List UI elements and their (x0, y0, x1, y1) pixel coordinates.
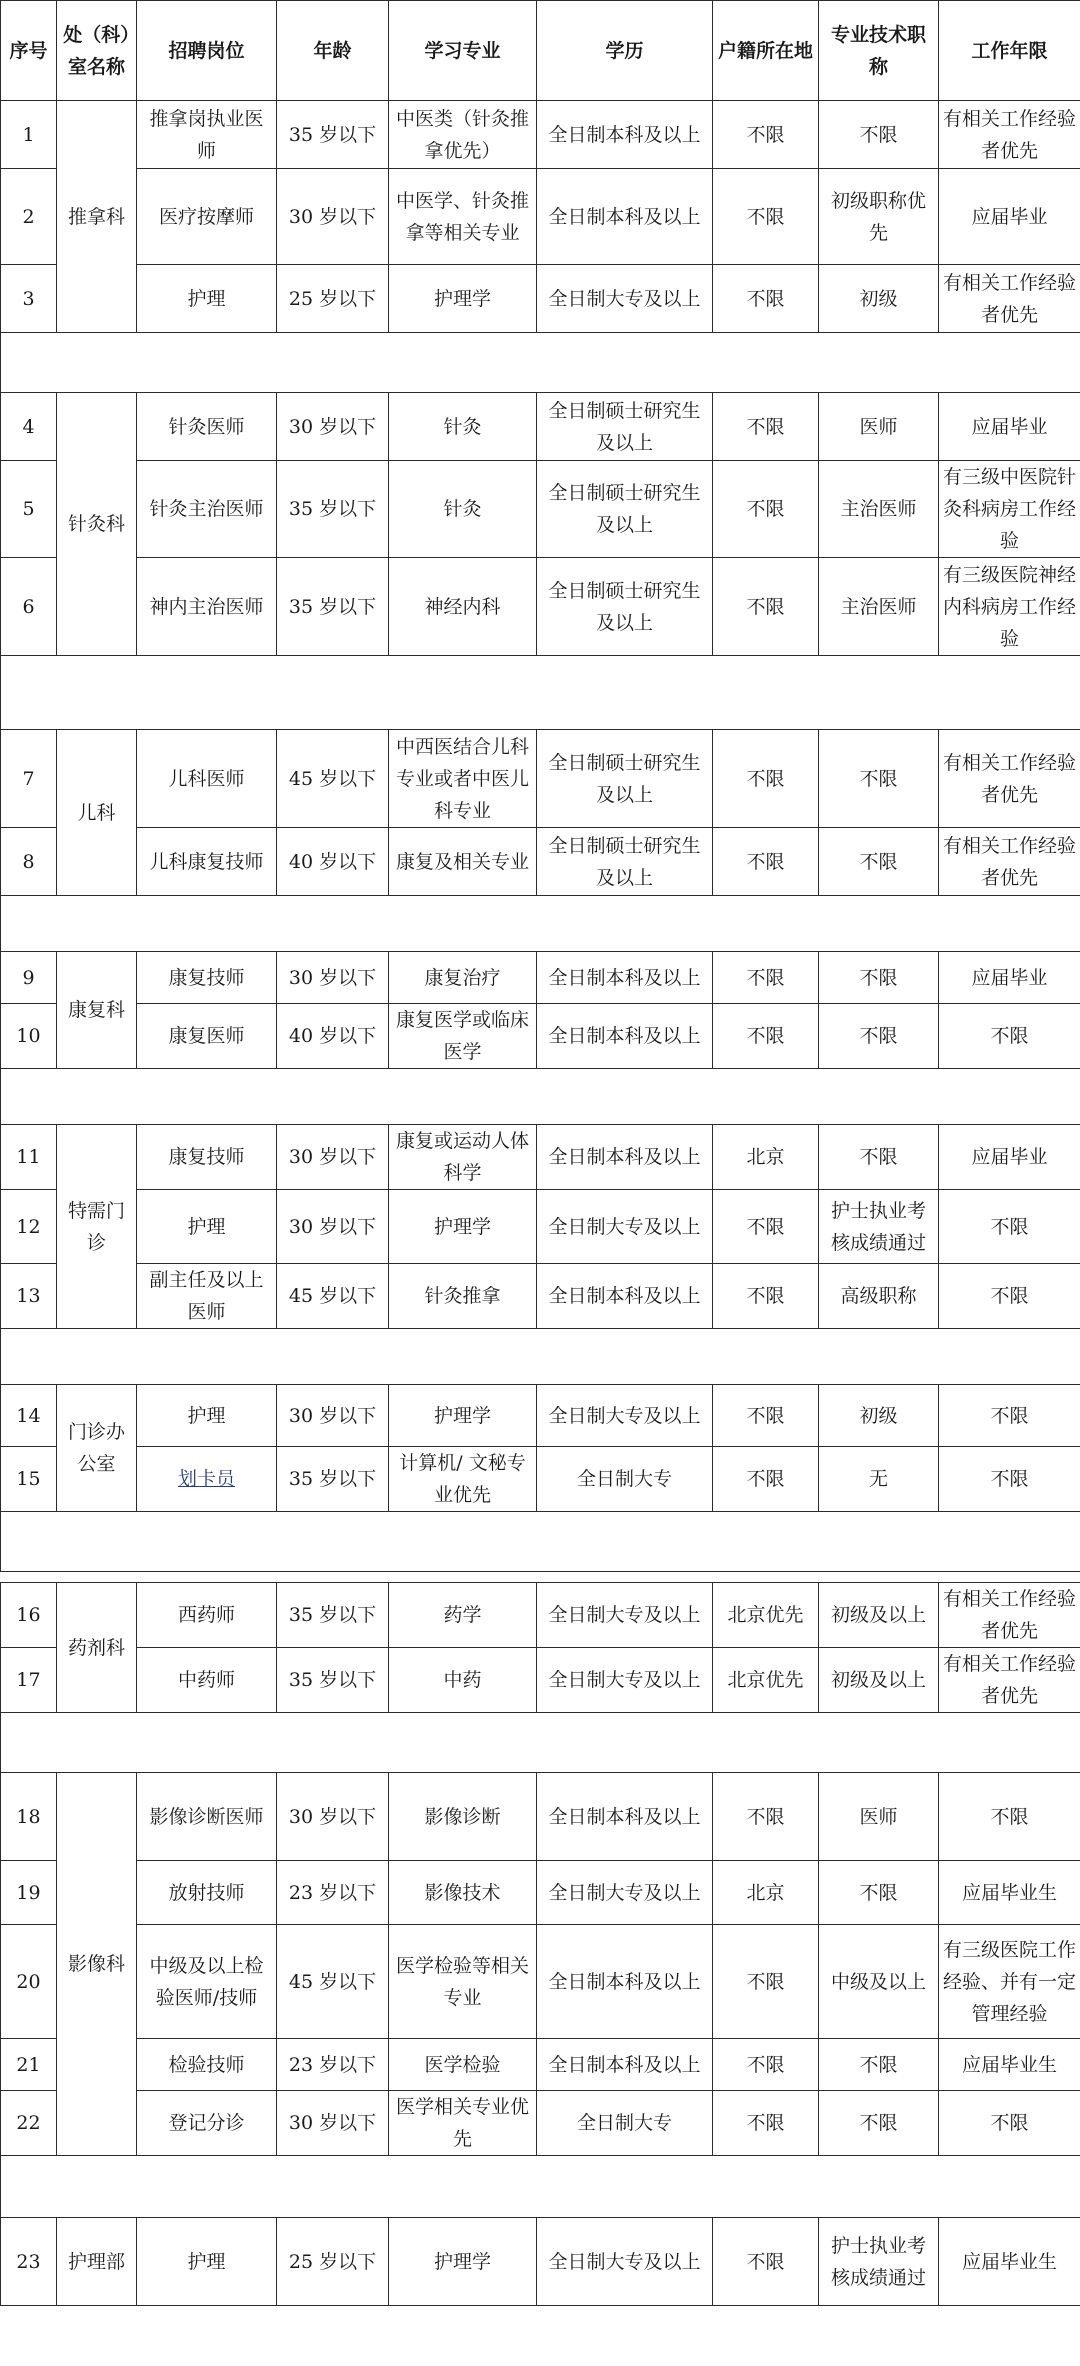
cell-experience: 不限 (939, 1264, 1080, 1329)
cell-education: 全日制大专 (537, 1447, 713, 1512)
cell-major: 护理学 (389, 1385, 537, 1447)
cell-experience: 应届毕业 (939, 952, 1080, 1004)
header-seq: 序号 (1, 1, 57, 101)
cell-title: 不限 (819, 828, 939, 896)
cell-title: 护士执业考核成绩通过 (819, 2218, 939, 2306)
cell-experience: 应届毕业生 (939, 2218, 1080, 2306)
cell-major: 康复及相关专业 (389, 828, 537, 896)
cell-seq: 17 (1, 1648, 57, 1713)
separator-cell (1, 333, 1080, 393)
table-row (1, 1861, 1080, 1925)
cell-position: 检验技师 (137, 2039, 277, 2091)
table-row (1, 1004, 1080, 1069)
cell-experience: 不限 (939, 1004, 1080, 1069)
table-row (1, 2218, 1080, 2306)
cell-experience: 应届毕业 (939, 1125, 1080, 1190)
cell-hukou: 不限 (713, 101, 819, 169)
table-row (1, 265, 1080, 333)
cell-title: 初级及以上 (819, 1648, 939, 1713)
cell-position: 登记分诊 (137, 2091, 277, 2156)
cell-title: 初级 (819, 265, 939, 333)
table-row (1, 1125, 1080, 1190)
cell-hukou: 不限 (713, 169, 819, 265)
cell-title: 不限 (819, 2091, 939, 2156)
cell-title: 不限 (819, 1861, 939, 1925)
cell-dept: 药剂科 (57, 1583, 137, 1713)
cell-education: 全日制本科及以上 (537, 169, 713, 265)
cell-age: 35 岁以下 (277, 1648, 389, 1713)
cell-position: 护理 (137, 265, 277, 333)
cell-major: 医学检验等相关专业 (389, 1925, 537, 2039)
cell-seq: 5 (1, 461, 57, 558)
cell-position: 中药师 (137, 1648, 277, 1713)
cell-seq: 20 (1, 1925, 57, 2039)
cell-seq: 18 (1, 1773, 57, 1861)
cell-position: 副主任及以上医师 (137, 1264, 277, 1329)
cell-major: 护理学 (389, 265, 537, 333)
cell-age: 30 岁以下 (277, 393, 389, 461)
cell-education: 全日制大专及以上 (537, 265, 713, 333)
cell-position: 推拿岗执业医师 (137, 101, 277, 169)
header-hukou: 户籍所在地 (713, 1, 819, 101)
table-row (1, 169, 1080, 265)
cell-education: 全日制大专及以上 (537, 1861, 713, 1925)
cell-title: 护士执业考核成绩通过 (819, 1190, 939, 1264)
table-row (1, 101, 1080, 169)
table-row (1, 393, 1080, 461)
cell-position: 影像诊断医师 (137, 1773, 277, 1861)
table-row (1, 1264, 1080, 1329)
cell-major: 影像诊断 (389, 1773, 537, 1861)
cell-major: 护理学 (389, 2218, 537, 2306)
cell-title: 主治医师 (819, 461, 939, 558)
cell-seq: 21 (1, 2039, 57, 2091)
cell-age: 40 岁以下 (277, 1004, 389, 1069)
table-row (1, 2039, 1080, 2091)
cell-dept: 针灸科 (57, 393, 137, 656)
cell-major: 康复或运动人体科学 (389, 1125, 537, 1190)
cell-age: 30 岁以下 (277, 169, 389, 265)
table-row (1, 952, 1080, 1004)
recruitment-table-continued (0, 1582, 1080, 2306)
cell-experience: 有相关工作经验者优先 (939, 730, 1080, 828)
cell-education: 全日制硕士研究生及以上 (537, 393, 713, 461)
cell-experience: 不限 (939, 2091, 1080, 2156)
cell-hukou: 不限 (713, 558, 819, 656)
cell-education: 全日制硕士研究生及以上 (537, 730, 713, 828)
header-position: 招聘岗位 (137, 1, 277, 101)
cell-age: 45 岁以下 (277, 1264, 389, 1329)
cell-education: 全日制本科及以上 (537, 2039, 713, 2091)
cell-hukou: 不限 (713, 461, 819, 558)
header-age: 年龄 (277, 1, 389, 101)
cell-education: 全日制本科及以上 (537, 101, 713, 169)
cell-title: 不限 (819, 2039, 939, 2091)
cell-title: 无 (819, 1447, 939, 1512)
cell-seq: 22 (1, 2091, 57, 2156)
header-dept: 处（科）室名称 (57, 1, 137, 101)
cell-age: 35 岁以下 (277, 1583, 389, 1648)
cell-seq: 9 (1, 952, 57, 1004)
cell-hukou: 不限 (713, 1447, 819, 1512)
cell-experience: 不限 (939, 1447, 1080, 1512)
cell-experience: 有相关工作经验者优先 (939, 101, 1080, 169)
cell-major: 中药 (389, 1648, 537, 1713)
table-row (1, 461, 1080, 558)
cell-hukou: 不限 (713, 1190, 819, 1264)
cell-title: 中级及以上 (819, 1925, 939, 2039)
cell-position: 放射技师 (137, 1861, 277, 1925)
cell-education: 全日制本科及以上 (537, 1004, 713, 1069)
cell-title: 初级 (819, 1385, 939, 1447)
cell-position: 西药师 (137, 1583, 277, 1648)
cell-major: 康复医学或临床医学 (389, 1004, 537, 1069)
cell-title: 不限 (819, 1125, 939, 1190)
group-separator (1, 1713, 1080, 1773)
cell-education: 全日制硕士研究生及以上 (537, 828, 713, 896)
cell-dept: 影像科 (57, 1773, 137, 2156)
cell-title: 初级及以上 (819, 1583, 939, 1648)
separator-cell (1, 1329, 1080, 1385)
cell-seq: 14 (1, 1385, 57, 1447)
cell-experience: 应届毕业生 (939, 1861, 1080, 1925)
cell-experience: 不限 (939, 1190, 1080, 1264)
cell-age: 23 岁以下 (277, 2039, 389, 2091)
cell-experience: 不限 (939, 1385, 1080, 1447)
cell-major: 针灸 (389, 461, 537, 558)
cell-experience: 有相关工作经验者优先 (939, 1583, 1080, 1648)
cell-hukou: 北京优先 (713, 1648, 819, 1713)
cell-age: 35 岁以下 (277, 461, 389, 558)
header-row (1, 1, 1080, 101)
cell-position: 针灸医师 (137, 393, 277, 461)
cell-title: 主治医师 (819, 558, 939, 656)
cell-dept: 儿科 (57, 730, 137, 896)
group-separator (1, 1069, 1080, 1125)
cell-age: 23 岁以下 (277, 1861, 389, 1925)
cell-position: 儿科医师 (137, 730, 277, 828)
cell-seq: 16 (1, 1583, 57, 1648)
cell-hukou: 不限 (713, 1004, 819, 1069)
cell-major: 中医类（针灸推拿优先） (389, 101, 537, 169)
cell-title: 医师 (819, 1773, 939, 1861)
cell-experience: 有三级医院神经内科病房工作经验 (939, 558, 1080, 656)
cell-dept: 特需门诊 (57, 1125, 137, 1329)
cell-seq: 7 (1, 730, 57, 828)
header-major: 学习专业 (389, 1, 537, 101)
cell-education: 全日制大专及以上 (537, 1385, 713, 1447)
table-row (1, 1773, 1080, 1861)
cell-seq: 10 (1, 1004, 57, 1069)
cell-seq: 15 (1, 1447, 57, 1512)
separator-cell (1, 2156, 1080, 2218)
cell-education: 全日制大专及以上 (537, 1648, 713, 1713)
cell-seq: 4 (1, 393, 57, 461)
cell-age: 35 岁以下 (277, 1447, 389, 1512)
cell-seq: 1 (1, 101, 57, 169)
cell-education: 全日制本科及以上 (537, 1125, 713, 1190)
cell-seq: 2 (1, 169, 57, 265)
cell-hukou: 北京优先 (713, 1583, 819, 1648)
cell-title: 高级职称 (819, 1264, 939, 1329)
cell-hukou: 不限 (713, 730, 819, 828)
cell-education: 全日制大专及以上 (537, 2218, 713, 2306)
header-title: 专业技术职称 (819, 1, 939, 101)
cell-title: 初级职称优先 (819, 169, 939, 265)
cell-position: 康复技师 (137, 1125, 277, 1190)
cell-education: 全日制本科及以上 (537, 1773, 713, 1861)
cell-hukou: 北京 (713, 1861, 819, 1925)
cell-experience: 应届毕业生 (939, 2039, 1080, 2091)
group-separator (1, 896, 1080, 952)
table-row (1, 558, 1080, 656)
cell-seq: 8 (1, 828, 57, 896)
cell-hukou: 不限 (713, 2091, 819, 2156)
cell-age: 45 岁以下 (277, 730, 389, 828)
table-row (1, 828, 1080, 896)
cell-experience: 有三级医院工作经验、并有一定管理经验 (939, 1925, 1080, 2039)
separator-cell (1, 1512, 1080, 1572)
cell-education: 全日制本科及以上 (537, 1264, 713, 1329)
group-separator (1, 2156, 1080, 2218)
cell-age: 25 岁以下 (277, 2218, 389, 2306)
cell-position: 针灸主治医师 (137, 461, 277, 558)
position-link[interactable]: 划卡员 (177, 1468, 235, 1490)
cell-hukou: 不限 (713, 2039, 819, 2091)
cell-experience: 有相关工作经验者优先 (939, 265, 1080, 333)
cell-hukou: 不限 (713, 1264, 819, 1329)
cell-education: 全日制大专 (537, 2091, 713, 2156)
cell-age: 45 岁以下 (277, 1925, 389, 2039)
cell-title: 不限 (819, 101, 939, 169)
cell-position: 神内主治医师 (137, 558, 277, 656)
cell-title: 不限 (819, 952, 939, 1004)
cell-major: 药学 (389, 1583, 537, 1648)
table-row (1, 1190, 1080, 1264)
cell-experience: 应届毕业 (939, 169, 1080, 265)
cell-hukou: 北京 (713, 1125, 819, 1190)
cell-dept: 门诊办公室 (57, 1385, 137, 1512)
cell-age: 40 岁以下 (277, 828, 389, 896)
cell-position: 康复医师 (137, 1004, 277, 1069)
cell-hukou: 不限 (713, 828, 819, 896)
cell-experience: 有相关工作经验者优先 (939, 828, 1080, 896)
cell-dept: 推拿科 (57, 101, 137, 333)
cell-education: 全日制大专及以上 (537, 1190, 713, 1264)
cell-experience: 应届毕业 (939, 393, 1080, 461)
header-education: 学历 (537, 1, 713, 101)
separator-cell (1, 656, 1080, 730)
cell-age: 30 岁以下 (277, 2091, 389, 2156)
separator-cell (1, 1069, 1080, 1125)
separator-cell (1, 896, 1080, 952)
cell-hukou: 不限 (713, 2218, 819, 2306)
cell-seq: 11 (1, 1125, 57, 1190)
cell-title: 不限 (819, 730, 939, 828)
cell-education: 全日制本科及以上 (537, 1925, 713, 2039)
cell-experience: 不限 (939, 1773, 1080, 1861)
cell-seq: 6 (1, 558, 57, 656)
group-separator (1, 1329, 1080, 1385)
cell-experience: 有三级中医院针灸科病房工作经验 (939, 461, 1080, 558)
cell-hukou: 不限 (713, 1925, 819, 2039)
cell-age: 25 岁以下 (277, 265, 389, 333)
table-row (1, 2091, 1080, 2156)
cell-education: 全日制硕士研究生及以上 (537, 558, 713, 656)
cell-major: 中西医结合儿科专业或者中医儿科专业 (389, 730, 537, 828)
cell-education: 全日制本科及以上 (537, 952, 713, 1004)
cell-age: 30 岁以下 (277, 952, 389, 1004)
cell-hukou: 不限 (713, 1773, 819, 1861)
cell-hukou: 不限 (713, 952, 819, 1004)
cell-seq: 23 (1, 2218, 57, 2306)
cell-age: 30 岁以下 (277, 1125, 389, 1190)
cell-seq: 19 (1, 1861, 57, 1925)
cell-position: 护理 (137, 1385, 277, 1447)
cell-major: 计算机/ 文秘专业优先 (389, 1447, 537, 1512)
header-experience: 工作年限 (939, 1, 1080, 101)
cell-major: 医学相关专业优先 (389, 2091, 537, 2156)
cell-seq: 12 (1, 1190, 57, 1264)
cell-position: 儿科康复技师 (137, 828, 277, 896)
group-separator (1, 656, 1080, 730)
cell-position: 护理 (137, 1190, 277, 1264)
cell-age: 30 岁以下 (277, 1385, 389, 1447)
cell-major: 影像技术 (389, 1861, 537, 1925)
cell-major: 医学检验 (389, 2039, 537, 2091)
cell-major: 护理学 (389, 1190, 537, 1264)
cell-age: 30 岁以下 (277, 1190, 389, 1264)
cell-title: 不限 (819, 1004, 939, 1069)
cell-hukou: 不限 (713, 1385, 819, 1447)
cell-education: 全日制大专及以上 (537, 1583, 713, 1648)
cell-age: 35 岁以下 (277, 558, 389, 656)
table-row (1, 1447, 1080, 1512)
cell-seq: 3 (1, 265, 57, 333)
cell-major: 针灸 (389, 393, 537, 461)
cell-seq: 13 (1, 1264, 57, 1329)
cell-position: 中级及以上检验医师/技师 (137, 1925, 277, 2039)
cell-position: 医疗按摩师 (137, 169, 277, 265)
group-separator (1, 1512, 1080, 1572)
cell-position: 康复技师 (137, 952, 277, 1004)
cell-dept: 护理部 (57, 2218, 137, 2306)
cell-position (137, 1447, 277, 1512)
group-separator (1, 333, 1080, 393)
cell-major: 中医学、针灸推拿等相关专业 (389, 169, 537, 265)
table-row (1, 1385, 1080, 1447)
cell-title: 医师 (819, 393, 939, 461)
cell-hukou: 不限 (713, 265, 819, 333)
table-row (1, 1583, 1080, 1648)
cell-position: 护理 (137, 2218, 277, 2306)
cell-major: 神经内科 (389, 558, 537, 656)
cell-major: 针灸推拿 (389, 1264, 537, 1329)
table-row (1, 1925, 1080, 2039)
cell-hukou: 不限 (713, 393, 819, 461)
cell-major: 康复治疗 (389, 952, 537, 1004)
cell-age: 35 岁以下 (277, 101, 389, 169)
cell-dept: 康复科 (57, 952, 137, 1069)
cell-age: 30 岁以下 (277, 1773, 389, 1861)
table-row (1, 1648, 1080, 1713)
table-row (1, 730, 1080, 828)
cell-experience: 有相关工作经验者优先 (939, 1648, 1080, 1713)
separator-cell (1, 1713, 1080, 1773)
cell-education: 全日制硕士研究生及以上 (537, 461, 713, 558)
